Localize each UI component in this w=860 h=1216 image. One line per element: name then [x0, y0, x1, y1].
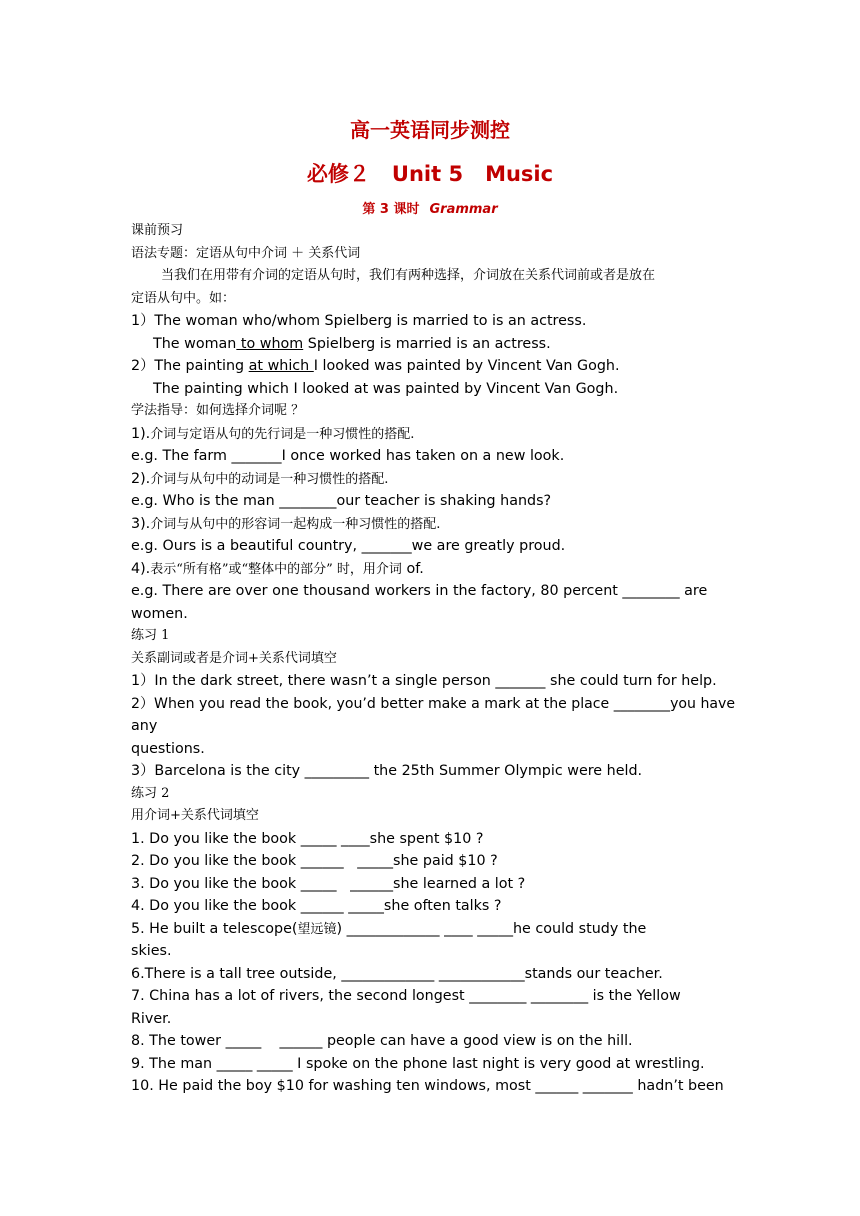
example-1b-post: Spielberg is married is an actress. [303, 335, 551, 352]
example-1a: 1）The woman who/whom Spielberg is married to is an actress. [131, 313, 587, 329]
guide-1-text: 介词与定语从句的先行词是一种习惯性的搭配. [150, 426, 415, 442]
practice-2-q5-pre: 5. He built a telescope( [131, 920, 298, 937]
page-title: 高一英语同步测控 [350, 118, 510, 142]
example-2a-post: I looked was painted by Vincent Van Gogh. [313, 358, 620, 374]
example-2a [131, 355, 735, 378]
practice-2-q6: 6.There is a tall tree outside, _____________ ____________stands our teacher. [131, 965, 663, 982]
practice-2-q3: 3. Do you like the book _____ ______she learned a lot ? [131, 875, 526, 892]
grammar-topic: 语法专题：定语从句中介词 ＋ 关系代词 [131, 245, 361, 261]
method-guide: 学法指导：如何选择介词呢 ？ [131, 403, 305, 418]
guide-example-2: e.g. Who is the man ________our teacher is shaking hands? [131, 493, 552, 509]
example-2a-underlined: at which [248, 358, 314, 374]
guide-1-number: 1). [131, 425, 151, 442]
practice-1-q2c: questions. [131, 740, 205, 757]
guide-example-4a: e.g. There are over one thousand workers in the factory, 80 percent ________ are [131, 583, 708, 599]
example-1b-pre: The woman [153, 335, 237, 352]
page-subtitle [0, 158, 860, 188]
practice-2-q5 [131, 918, 735, 941]
intro-line-2: 定语从句中。如： [131, 290, 236, 306]
guide-example-4b: women. [131, 605, 188, 622]
guide-4-of: of. [401, 560, 424, 577]
section-preview: 课前预习 [131, 223, 184, 238]
subtitle-module: 必修２ [306, 162, 370, 186]
subtitle-topic: Music [485, 162, 554, 186]
practice-2-q5b: skies. [131, 943, 172, 959]
lesson-topic: Grammar [429, 202, 498, 217]
practice-2-q7a: 7. China has a lot of rivers, the second longest ________ ________ is the Yellow [131, 988, 681, 1004]
guide-example-3: e.g. Ours is a beautiful country, _______we are greatly proud. [131, 538, 566, 554]
practice-2-q2: 2. Do you like the book ______ _____she paid $10 ? [131, 853, 498, 869]
practice-2-q7b: River. [131, 1010, 172, 1027]
practice-2-q10: 10. He paid the boy $10 for washing ten windows, most ______ _______ hadn’t been [131, 1078, 724, 1094]
guide-example-1: e.g. The farm _______I once worked has taken on a new look. [131, 448, 565, 464]
guide-3-number: 3). [131, 515, 151, 532]
guide-2-number: 2). [131, 470, 151, 487]
intro-line-1: 当我们在用带有介词的定语从句时，我们有两种选择，介词放在关系代词前或者是放在 [161, 268, 656, 283]
practice-2-instruction: 用介词+关系代词填空 [131, 808, 259, 823]
guide-point-3 [131, 513, 735, 536]
practice-1-q2b: any [131, 718, 158, 734]
guide-point-4 [131, 558, 735, 581]
practice-1-q2a: 2）When you read the book, you’d better make a mark at the place ________you have [131, 695, 736, 712]
practice-2-label: 练习 2 [131, 785, 170, 801]
practice-2-q9: 9. The man _____ _____ I spoke on the phone last night is very good at wrestling. [131, 1055, 705, 1072]
example-2a-pre: 2）The painting [131, 358, 249, 374]
document-body [131, 220, 735, 1098]
subtitle-unit: Unit 5 [391, 162, 464, 186]
example-1b [131, 333, 735, 356]
guide-4-text: 表示“所有格”或“整体中的部分” 时，用介词 [150, 561, 402, 577]
practice-2-q5-post: ) _____________ ____ _____he could study the [336, 920, 647, 937]
guide-point-2 [131, 468, 735, 491]
practice-1-q1: 1）In the dark street, there wasn’t a single person _______ she could turn for help. [131, 673, 717, 689]
guide-3-text: 介词与从句中的形容词一起构成一种习惯性的搭配. [150, 516, 441, 532]
guide-point-1 [131, 423, 735, 446]
practice-1-q3: 3）Barcelona is the city _________ the 25th Summer Olympic were held. [131, 763, 643, 779]
practice-1-label: 练习 1 [131, 628, 170, 643]
lesson-label: 第 3 课时 [362, 202, 420, 217]
practice-1-instruction: 关系副词或者是介词+关系代词填空 [131, 650, 337, 666]
practice-2-q5-zh: 望远镜 [297, 921, 337, 937]
guide-4-number: 4). [131, 560, 151, 577]
example-1b-underlined: to whom [236, 335, 304, 352]
practice-2-q8: 8. The tower _____ ______ people can have a good view is on the hill. [131, 1033, 633, 1049]
lesson-heading [0, 198, 860, 217]
practice-2-q4: 4. Do you like the book ______ _____she often talks ? [131, 898, 502, 914]
guide-2-text: 介词与从句中的动词是一种习惯性的搭配. [150, 471, 389, 487]
practice-2-q1: 1. Do you like the book _____ ____she spent $10 ? [131, 830, 484, 847]
example-2b: The painting which I looked at was painted by Vincent Van Gogh. [153, 380, 619, 397]
